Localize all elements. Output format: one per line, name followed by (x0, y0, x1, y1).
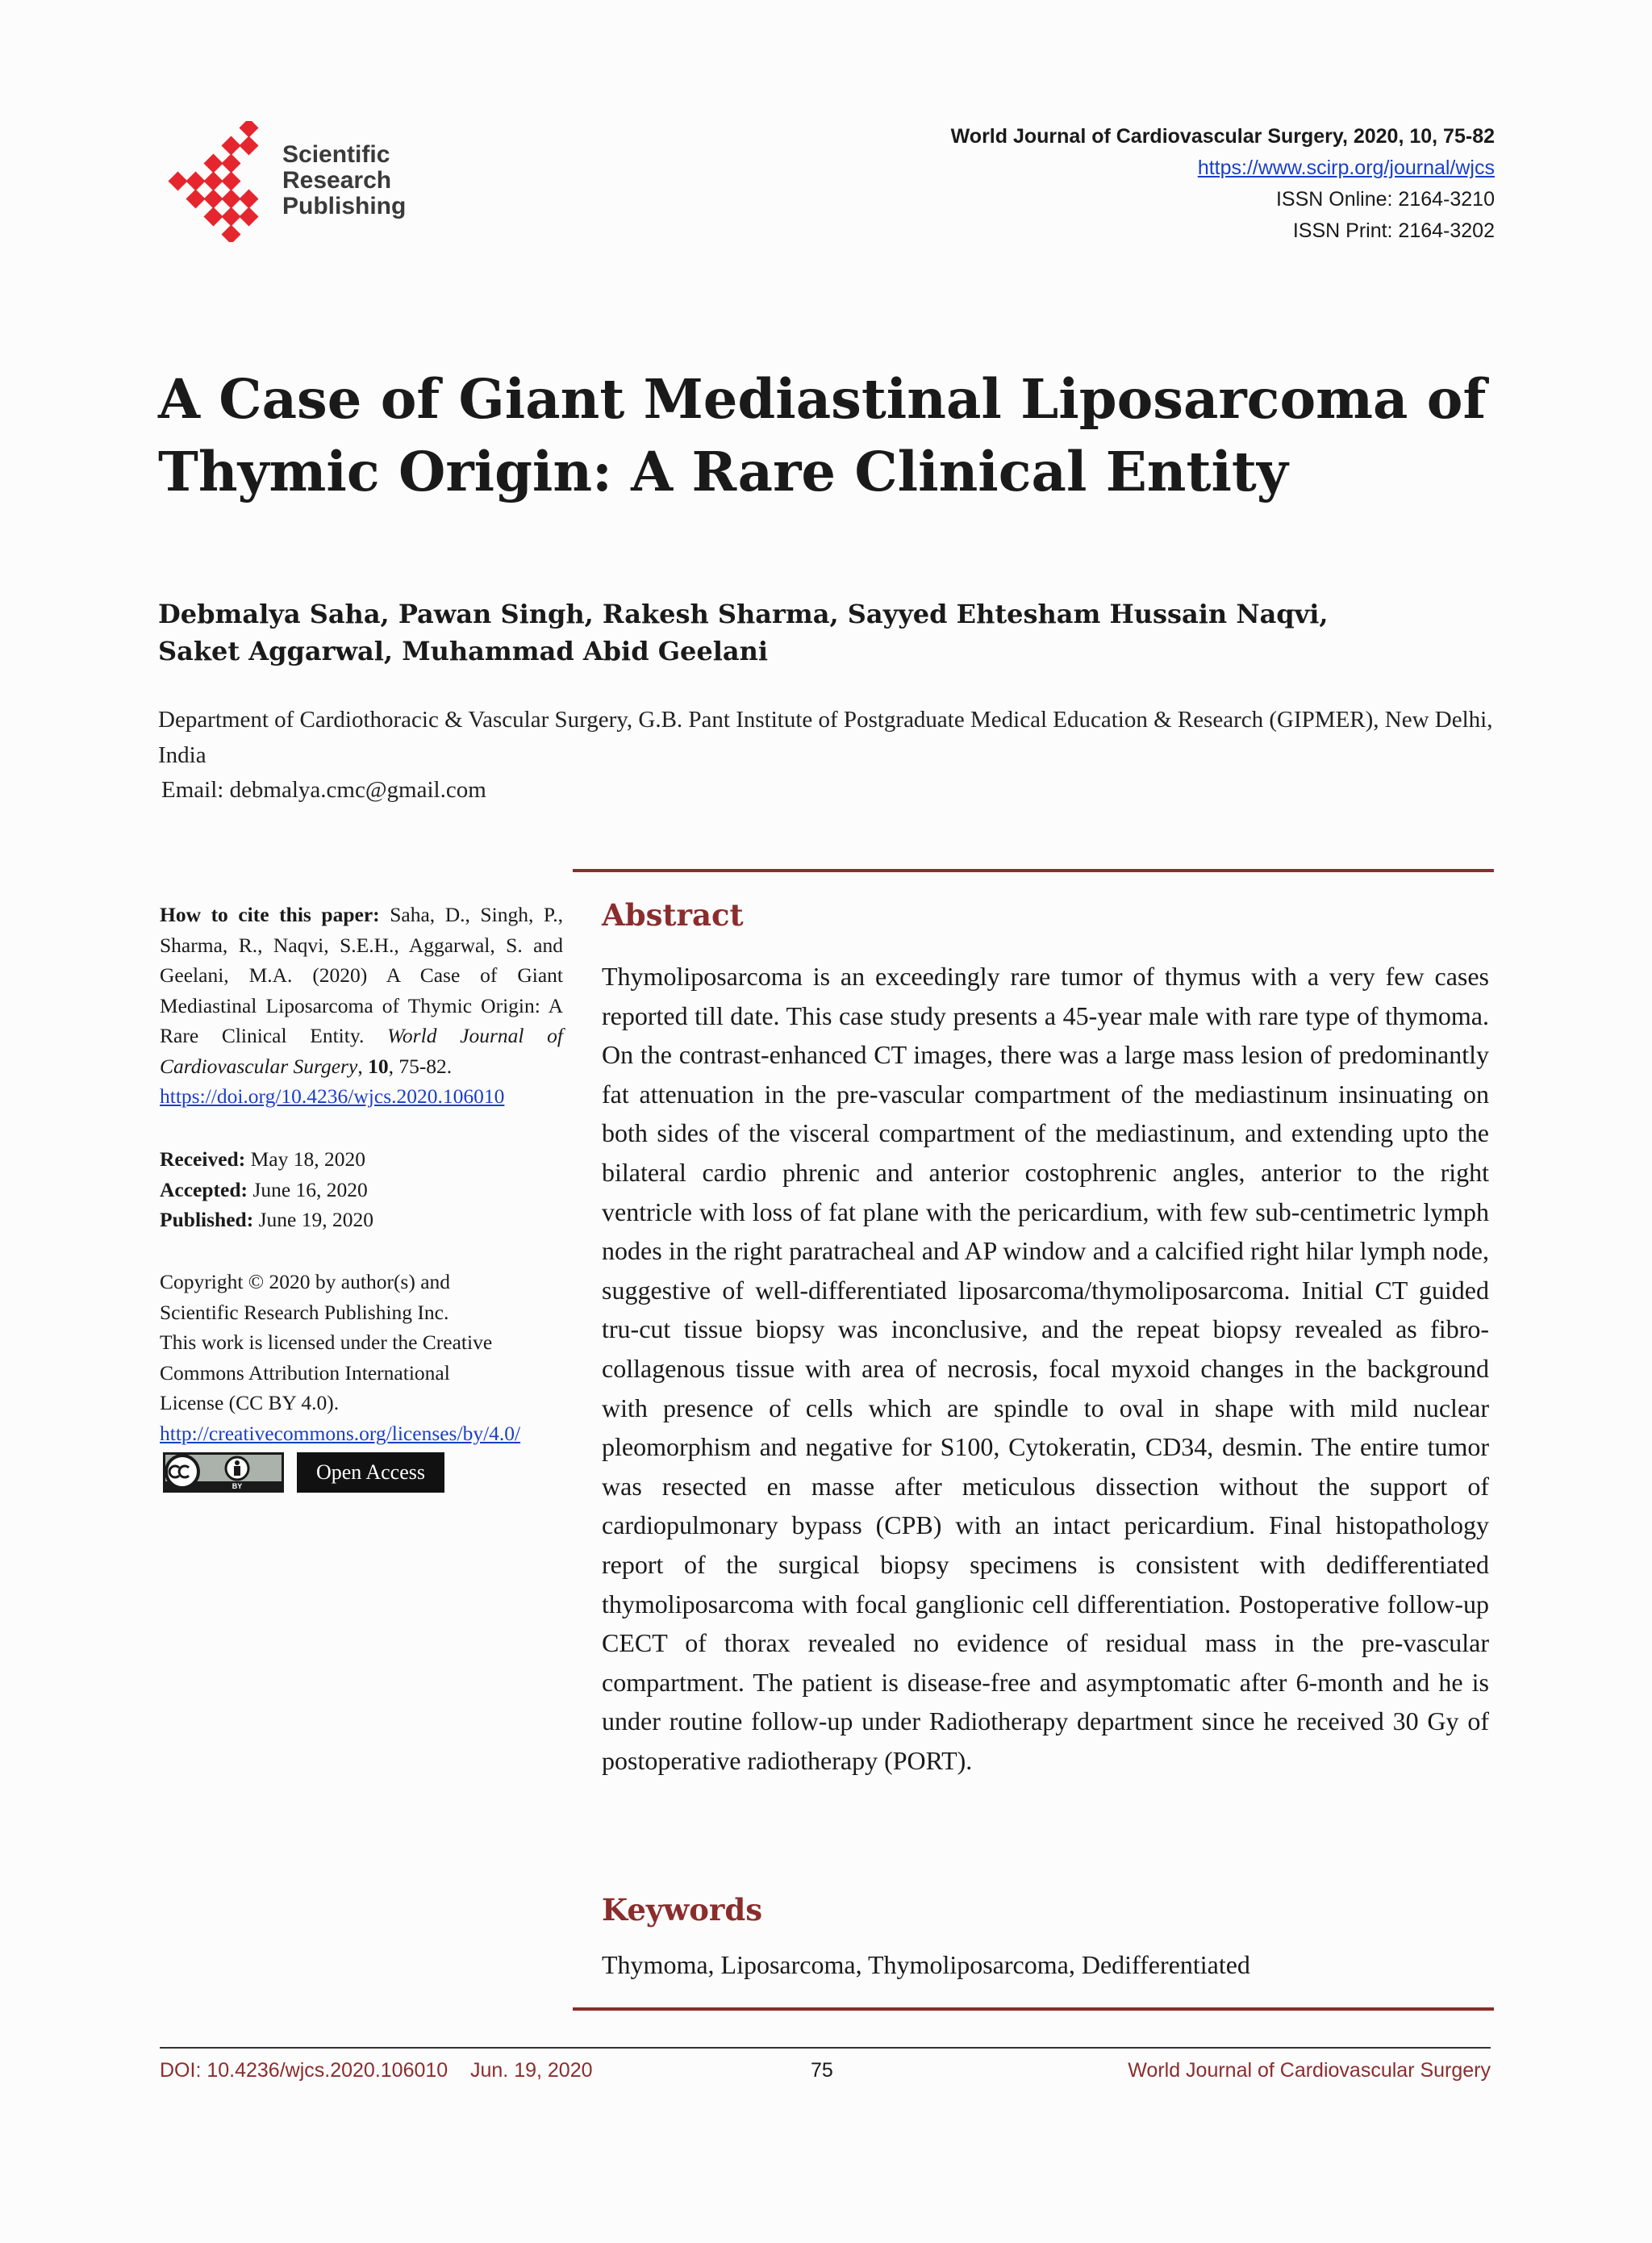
paper-title-line2: Thymic Origin: A Rare Clinical Entity (158, 440, 1288, 503)
how-to-cite-label: How to cite this paper: (160, 903, 380, 926)
issn-online: ISSN Online: 2164-3210 (1275, 188, 1495, 211)
doi-link[interactable]: https://doi.org/10.4236/wjcs.2020.106010 (160, 1084, 505, 1108)
publisher-logo (161, 121, 428, 242)
published-label: Published: (160, 1208, 254, 1231)
publisher-name-line2: Research (282, 167, 392, 194)
footer-page-number: 75 (811, 2059, 833, 2082)
copyright-line5: License (CC BY 4.0). (160, 1391, 340, 1414)
copyright-line3: This work is licensed under the Creative (160, 1330, 493, 1354)
keywords-heading: Keywords (602, 1892, 763, 1928)
journal-citation: World Journal of Cardiovascular Surgery, 2020, 10, 75-82 (950, 125, 1495, 148)
license-link[interactable]: http://creativecommons.org/licenses/by/4.0/ (160, 1421, 521, 1445)
footer-rule (160, 2047, 1491, 2049)
cc-by-icon[interactable] (163, 1452, 284, 1493)
how-to-cite: How to cite this paper: Saha, D., Singh, P., Sharma, R., Naqvi, S.E.H., Aggarwal, S. and Geelani, M.A. (2020) A Case of Giant Mediastinal Liposarcoma of Thymic Origin: A Rare Clinical Entity. World Journal of Cardiovascular Surgery, 10, 75-82. https://doi.org/10.4236/wjcs.2020.106010 (160, 903, 564, 1108)
copyright-line1: Copyright © 2020 by author(s) and (160, 1270, 451, 1293)
article-dates (160, 1144, 373, 1235)
author-list-line2: Saket Aggarwal, Muhammad Abid Geelani (158, 636, 769, 666)
copyright-notice (160, 1267, 571, 1448)
footer-journal-name: World Journal of Cardiovascular Surgery (1128, 2059, 1491, 2082)
author-list-line1: Debmalya Saha, Pawan Singh, Rakesh Sharma, Sayyed Ehtesham Hussain Naqvi, (158, 599, 1329, 629)
received-label: Received: (160, 1147, 246, 1171)
copyright-line2: Scientific Research Publishing Inc. (160, 1300, 449, 1324)
paper-title (158, 363, 1497, 508)
open-access-badge: Open Access (297, 1452, 444, 1493)
footer-doi (160, 2056, 593, 2085)
publisher-name-line3: Publishing (282, 193, 407, 219)
accepted-label: Accepted: (160, 1177, 248, 1201)
paper-title-line1: A Case of Giant Mediastinal Liposarcoma of (158, 367, 1487, 431)
svg-text:BY: BY (232, 1482, 243, 1490)
journal-url-link[interactable]: https://www.scirp.org/journal/wjcs (1197, 157, 1495, 179)
footer-date: Jun. 19, 2020 (470, 2059, 593, 2082)
issn-print: ISSN Print: 2164-3202 (1292, 219, 1495, 242)
abstract-text: Thymoliposarcoma is an exceedingly rare tumor of thymus with a very few cases reported till date. This case study presents a 45-year male with rare type of thymoma. On the contrast-enhanced CT images, there was a large mass lesion of predominantly fat attenuation in the pre-vascular compartment of the mediastinum insinuating on both sides of the visceral compartment of the mediastinum, and extending upto the bilateral cardio phrenic and anterior costophrenic angles, anterior to the right ventricle with loss of fat plane with the pericardium, with few sub-centimetric lymph nodes in the right paratracheal and AP window and a calcified right hilar lymph node, suggestive of well-differentiated liposarcoma/thymoliposarcoma. Initial CT guided tru-cut tissue biopsy was inconclusive, and the repeat biopsy revealed as fibro-collagenous tissue with area of necrosis, focal myxoid changes in the background with presence of cells which are spindle to oval in shape with mild nuclear pleomorphism and negative for S100, Cytokeratin, CD34, desmin. The entire tumor was resected en masse after meticulous dissection without the support of cardiopulmonary bypass (CPB) with an intact pericardium. Final histopathology report of the surgical biopsy specimens is consistent with dedifferentiated thymoliposarcoma with focal ganglionic cell differentiation. Postoperative follow-up CECT of thorax revealed no evidence of residual mass in the pre-vascular compartment. The patient is disease-free and asymptomatic after 6-month and he is under routine follow-up under Radiotherapy department since he received 30 Gy of postoperative radiotherapy (PORT). (602, 962, 1489, 1775)
author-list (158, 595, 1329, 670)
how-to-cite-text: Saha, D., Singh, P., Sharma, R., Naqvi, S.E.H., Aggarwal, S. and Geelani, M.A. (2020) A Case of Giant Mediastinal Liposarcoma of Thymic Origin: A Rare Clinical Entity. (160, 903, 563, 1047)
author-email: Email: debmalya.cmc@gmail.com (161, 777, 486, 803)
publisher-logo-mark (161, 121, 270, 242)
journal-header (951, 121, 1495, 247)
accepted-date: June 16, 2020 (252, 1177, 368, 1201)
abstract-heading: Abstract (602, 897, 744, 933)
abstract-top-rule (573, 869, 1494, 872)
how-to-cite-volume: 10 (368, 1054, 389, 1078)
copyright-line4: Commons Attribution International (160, 1360, 450, 1385)
publisher-name (282, 142, 406, 219)
keywords-text: Thymoma, Liposarcoma, Thymoliposarcoma, Dedifferentiated (602, 1950, 1250, 1979)
keywords-bottom-rule (573, 2007, 1494, 2011)
footer-doi-text: DOI: 10.4236/wjcs.2020.106010 (160, 2059, 448, 2082)
received-date: May 18, 2020 (250, 1147, 365, 1171)
published-date: June 19, 2020 (258, 1208, 373, 1231)
affiliation: Department of Cardiothoracic & Vascular Surgery, G.B. Pant Institute of Postgraduate Medical Education & Research (GIPMER), New Delhi, India (158, 707, 1493, 768)
publisher-name-line1: Scientific (282, 141, 390, 168)
how-to-cite-pages: , 75-82. (388, 1054, 453, 1078)
how-to-cite-journal: World Journal of Cardiovascular Surgery (160, 1024, 564, 1078)
